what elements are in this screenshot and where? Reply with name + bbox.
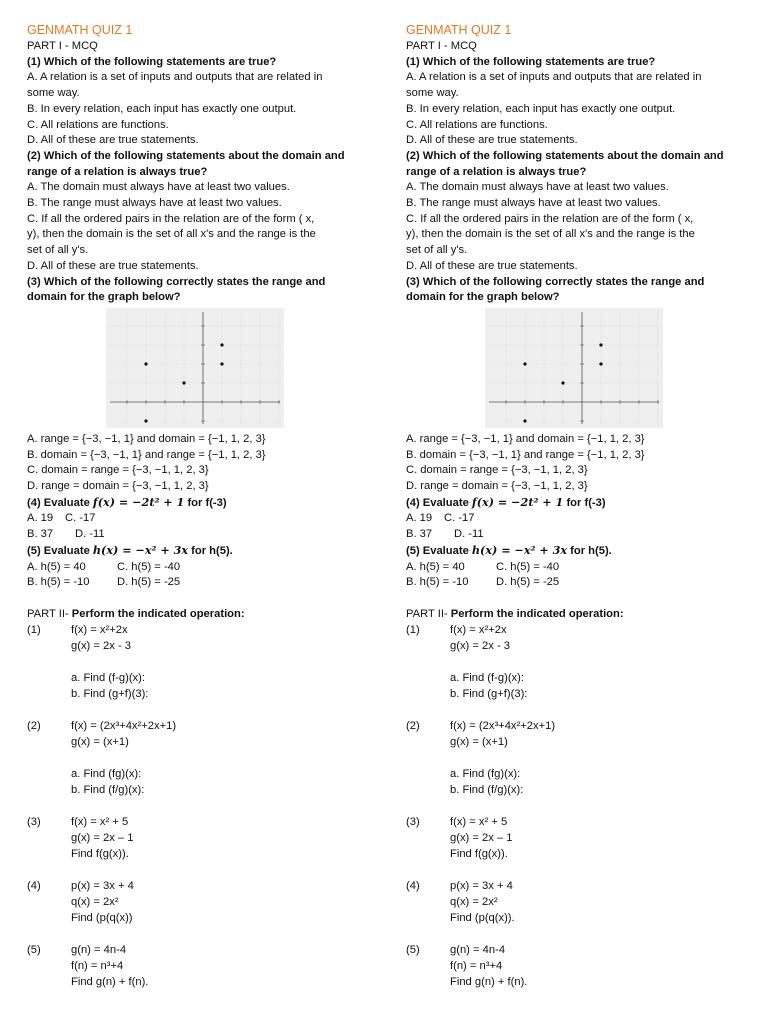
q5-option-a: A. h(5) = 40 <box>27 560 86 573</box>
q2-option-a: A. The domain must always have at least two values. <box>27 181 290 194</box>
problem-line: a. Find (f-g)(x): <box>450 671 524 684</box>
problem-number: (1) <box>406 623 420 636</box>
part1-heading: PART I - MCQ <box>406 40 477 52</box>
q3-option-d: D. range = domain = {−3, −1, 1, 2, 3} <box>406 480 588 493</box>
problem-line: g(x) = 2x - 3 <box>450 639 510 652</box>
problem-line: a. Find (fg)(x): <box>71 767 142 780</box>
q3-option-d: D. range = domain = {−3, −1, 1, 2, 3} <box>27 480 209 493</box>
problem-line: a. Find (fg)(x): <box>450 767 521 780</box>
problem-1 <box>27 623 387 703</box>
q4-stem-post: for f(-3) <box>184 496 227 509</box>
q2-option-b: B. The range must always have at least two values. <box>406 197 661 210</box>
q2-option-c: C. If all the ordered pairs in the relation are of the form ( x, <box>406 212 694 225</box>
problem-line: f(x) = x² + 5 <box>71 815 129 828</box>
problem-line: b. Find (g+f)(3): <box>450 687 528 700</box>
q5-stem <box>406 543 766 560</box>
q2-option-c-cont2: set of all y's. <box>27 244 89 257</box>
part2-label: Perform the indicated operation: <box>450 607 624 620</box>
problem-number: (5) <box>27 943 41 956</box>
q5-stem-pre: (5) Evaluate <box>27 544 93 557</box>
problem-number: (4) <box>406 879 420 892</box>
q2-option-d: D. All of these are true statements. <box>406 259 578 272</box>
relation-scatter-plot <box>485 308 663 428</box>
graph-point <box>523 362 526 365</box>
q3-option-a: A. range = {−3, −1, 1} and domain = {−1, 1, 2, 3} <box>406 432 645 445</box>
problem-line: f(x) = x² + 5 <box>450 815 508 828</box>
graph-point <box>599 343 602 346</box>
problem-number: (1) <box>27 623 41 636</box>
q2-option-b: B. The range must always have at least two values. <box>27 197 282 210</box>
q3-option-b: B. domain = {−3, −1, 1} and range = {−1, 1, 2, 3} <box>27 448 266 461</box>
problem-line: f(n) = n³+4 <box>71 959 124 972</box>
q2-option-c-cont: y), then the domain is the set of all x's and the range is the <box>406 228 695 241</box>
problem-line: g(x) = 2x – 1 <box>71 831 134 844</box>
q3-graph <box>406 308 766 428</box>
problem-line: g(x) = 2x - 3 <box>71 639 131 652</box>
problem-2 <box>27 719 387 799</box>
q3-stem-cont: domain for the graph below? <box>27 291 181 304</box>
q4-option-c: C. -17 <box>444 512 475 525</box>
q1-option-c: C. All relations are functions. <box>27 118 169 131</box>
problem-line: b. Find (f/g)(x): <box>450 783 524 796</box>
q5-option-d: D. h(5) = -25 <box>117 576 181 589</box>
problem-line: Find f(g(x)). <box>71 847 129 860</box>
problem-line: g(x) = (x+1) <box>450 735 508 748</box>
quiz-column-left <box>27 22 387 1007</box>
problem-line: Find (p(q(x)) <box>71 911 133 924</box>
q3-option-a: A. range = {−3, −1, 1} and domain = {−1, 1, 2, 3} <box>27 432 266 445</box>
quiz-title: GENMATH QUIZ 1 <box>406 23 512 37</box>
part2-heading <box>27 607 387 623</box>
problem-line: f(x) = (2x³+4x²+2x+1) <box>71 719 177 732</box>
problem-line: b. Find (g+f)(3): <box>71 687 149 700</box>
q4-option-a: A. 19 <box>27 512 54 525</box>
q4-options-row1 <box>27 511 387 527</box>
problem-number: (5) <box>406 943 420 956</box>
q1-option-a: A. A relation is a set of inputs and outputs that are related in <box>27 71 323 84</box>
q3-stem: (3) Which of the following correctly states the range and <box>27 275 326 288</box>
problem-5 <box>406 943 766 991</box>
q3-option-c: C. domain = range = {−3, −1, 1, 2, 3} <box>406 464 588 477</box>
problem-number: (3) <box>27 815 41 828</box>
problem-line: b. Find (f/g)(x): <box>71 783 145 796</box>
problem-line: g(n) = 4n-4 <box>71 943 127 956</box>
q4-option-d: D. -11 <box>75 528 105 541</box>
q2-option-c-cont: y), then the domain is the set of all x's and the range is the <box>27 228 316 241</box>
q1-option-d: D. All of these are true statements. <box>27 134 199 147</box>
q4-option-b: B. 37 <box>406 528 433 541</box>
problem-number: (2) <box>27 719 41 732</box>
q2-option-d: D. All of these are true statements. <box>27 259 199 272</box>
problem-3 <box>406 815 766 863</box>
q1-option-a-cont: some way. <box>27 87 80 100</box>
q4-options-row2 <box>27 527 387 543</box>
q2-option-c-cont2: set of all y's. <box>406 244 468 257</box>
q4-stem-pre: (4) Evaluate <box>406 496 472 509</box>
q5-option-b: B. h(5) = -10 <box>406 576 469 589</box>
graph-point <box>144 362 147 365</box>
problem-line: Find g(n) + f(n). <box>450 975 528 988</box>
problem-line: f(x) = x²+2x <box>71 623 128 636</box>
q4-stem-post: for f(-3) <box>563 496 606 509</box>
part2-heading <box>406 607 766 623</box>
q1-stem: (1) Which of the following statements are true? <box>406 55 656 68</box>
q1-option-b: B. In every relation, each input has exactly one output. <box>27 102 297 115</box>
graph-point <box>220 343 223 346</box>
problem-line: f(x) = x²+2x <box>450 623 507 636</box>
graph-point <box>144 419 147 422</box>
quiz-title: GENMATH QUIZ 1 <box>27 23 133 37</box>
q2-option-a: A. The domain must always have at least two values. <box>406 181 669 194</box>
q4-options-row2 <box>406 527 766 543</box>
problem-line: f(n) = n³+4 <box>450 959 503 972</box>
q5-options-row1 <box>406 560 766 576</box>
problem-line: f(x) = (2x³+4x²+2x+1) <box>450 719 556 732</box>
graph-point <box>599 362 602 365</box>
problem-line: Find g(n) + f(n). <box>71 975 149 988</box>
part2-prefix: PART II- <box>27 607 72 620</box>
problem-1 <box>406 623 766 703</box>
q4-options-row1 <box>406 511 766 527</box>
q5-stem-post: for h(5). <box>567 544 612 557</box>
q5-option-a: A. h(5) = 40 <box>406 560 465 573</box>
q4-stem <box>27 495 387 512</box>
problem-line: q(x) = 2x² <box>71 895 119 908</box>
part2-label: Perform the indicated operation: <box>71 607 245 620</box>
graph-point <box>561 381 564 384</box>
q5-option-c: C. h(5) = -40 <box>496 560 560 573</box>
q2-stem-cont: range of a relation is always true? <box>406 165 587 178</box>
graph-point <box>523 419 526 422</box>
graph-point <box>182 381 185 384</box>
q1-stem: (1) Which of the following statements are true? <box>27 55 277 68</box>
q4-expression: f(x) = −2t² + 1 <box>92 494 185 509</box>
problem-4 <box>27 879 387 927</box>
q2-option-c: C. If all the ordered pairs in the relation are of the form ( x, <box>27 212 315 225</box>
q5-option-b: B. h(5) = -10 <box>27 576 90 589</box>
problem-2 <box>406 719 766 799</box>
q1-option-d: D. All of these are true statements. <box>406 134 578 147</box>
problem-line: Find f(g(x)). <box>450 847 508 860</box>
q5-options-row2 <box>406 575 766 591</box>
q3-stem-cont: domain for the graph below? <box>406 291 560 304</box>
problem-number: (2) <box>406 719 420 732</box>
q5-expression: h(x) = −x² + 3x <box>471 542 568 557</box>
problem-line: q(x) = 2x² <box>450 895 498 908</box>
q3-option-b: B. domain = {−3, −1, 1} and range = {−1, 1, 2, 3} <box>406 448 645 461</box>
q5-options-row2 <box>27 575 387 591</box>
problem-line: g(x) = (x+1) <box>71 735 129 748</box>
q2-stem-cont: range of a relation is always true? <box>27 165 208 178</box>
problem-number: (4) <box>27 879 41 892</box>
problem-number: (3) <box>406 815 420 828</box>
part1-heading: PART I - MCQ <box>27 40 98 52</box>
q4-stem-pre: (4) Evaluate <box>27 496 93 509</box>
problem-line: g(x) = 2x – 1 <box>450 831 513 844</box>
q4-expression: f(x) = −2t² + 1 <box>471 494 564 509</box>
q4-option-d: D. -11 <box>454 528 484 541</box>
part2-prefix: PART II- <box>406 607 451 620</box>
problem-line: Find (p(q(x)). <box>450 911 515 924</box>
q4-option-c: C. -17 <box>65 512 96 525</box>
problem-5 <box>27 943 387 991</box>
problem-3 <box>27 815 387 863</box>
q1-option-a: A. A relation is a set of inputs and outputs that are related in <box>406 71 702 84</box>
quiz-column-right <box>406 22 766 1007</box>
relation-scatter-plot <box>106 308 284 428</box>
q5-stem <box>27 543 387 560</box>
problem-line: p(x) = 3x + 4 <box>71 879 134 892</box>
q5-expression: h(x) = −x² + 3x <box>92 542 189 557</box>
q4-stem <box>406 495 766 512</box>
q5-stem-post: for h(5). <box>188 544 233 557</box>
q5-option-d: D. h(5) = -25 <box>496 576 560 589</box>
q1-option-c: C. All relations are functions. <box>406 118 548 131</box>
q1-option-a-cont: some way. <box>406 87 459 100</box>
q4-option-b: B. 37 <box>27 528 54 541</box>
q5-option-c: C. h(5) = -40 <box>117 560 181 573</box>
q2-stem: (2) Which of the following statements about the domain and <box>406 149 724 162</box>
q2-stem: (2) Which of the following statements about the domain and <box>27 149 345 162</box>
q4-option-a: A. 19 <box>406 512 433 525</box>
problem-line: p(x) = 3x + 4 <box>450 879 513 892</box>
problem-4 <box>406 879 766 927</box>
q3-graph <box>27 308 387 428</box>
graph-point <box>220 362 223 365</box>
problem-line: a. Find (f-g)(x): <box>71 671 145 684</box>
q3-option-c: C. domain = range = {−3, −1, 1, 2, 3} <box>27 464 209 477</box>
q5-options-row1 <box>27 560 387 576</box>
q1-option-b: B. In every relation, each input has exactly one output. <box>406 102 676 115</box>
problem-line: g(n) = 4n-4 <box>450 943 506 956</box>
q5-stem-pre: (5) Evaluate <box>406 544 472 557</box>
q3-stem: (3) Which of the following correctly states the range and <box>406 275 705 288</box>
